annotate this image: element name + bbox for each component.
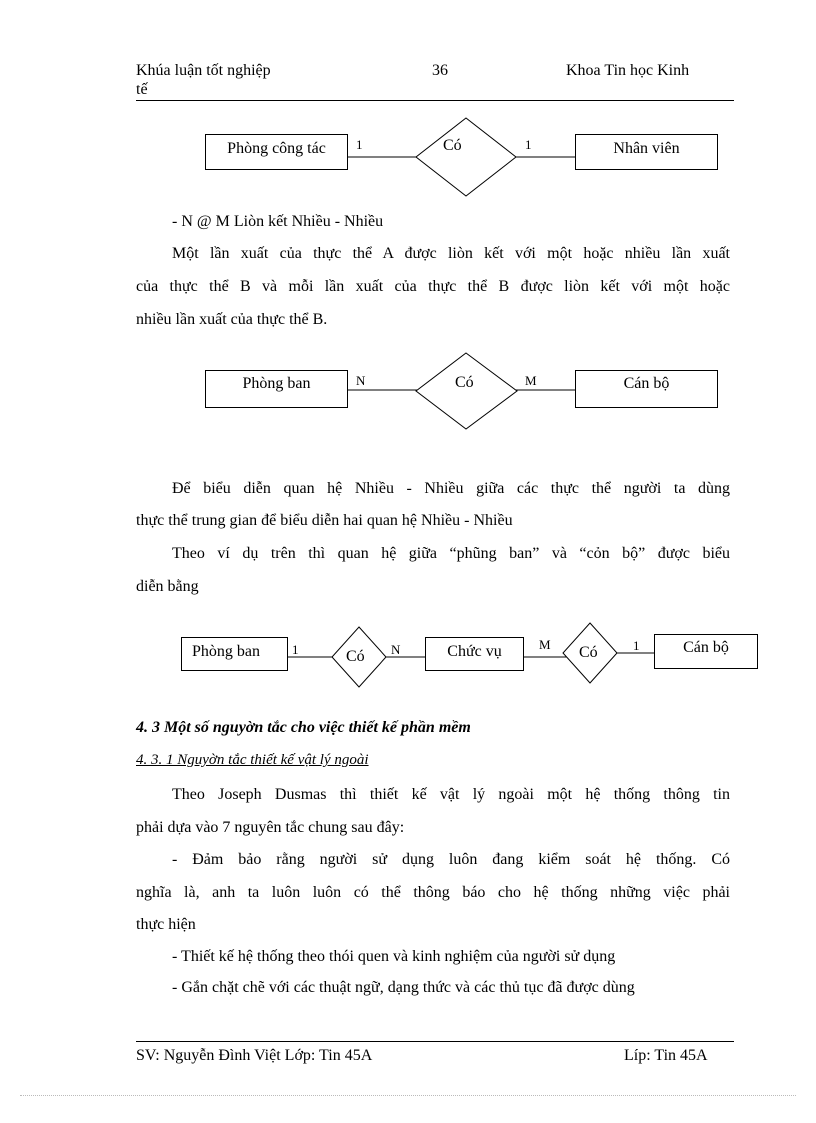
cardinality-2: 1 — [525, 137, 532, 152]
header-left-line1: Khúa luận tốt nghiệp — [136, 62, 271, 79]
item1-line1: - Đảm bảo rằng người sử dụng luôn đang kiểm soát hệ thống. Có — [172, 851, 730, 868]
paragraph-nm-line2: của thực thể B và mỗi lần xuất của thực thể B được liòn kết với một hoặc — [136, 278, 730, 295]
page-number: 36 — [432, 62, 448, 79]
relation-label-3: Có — [346, 648, 365, 665]
paragraph-3-line1: Theo ví dụ trên thì quan hệ giữa “phũng ban” và “cỏn bộ” được biểu — [172, 545, 730, 562]
footer-left: SV: Nguyễn Đình Việt Lớp: Tin 45A — [136, 1047, 373, 1064]
entity-can-bo: Cán bộ — [575, 370, 718, 408]
cardinality-3-n: N — [391, 642, 401, 657]
cardinality-3-1: 1 — [292, 642, 299, 657]
header-left-line2: tế — [136, 81, 148, 98]
item3: - Gắn chặt chẽ với các thuật ngữ, dạng thức và các thủ tục đã được dùng — [172, 979, 635, 996]
bullet-nm: - N @ M Liòn kết Nhiều - Nhiều — [172, 213, 384, 230]
relation-label-1: Có — [443, 137, 462, 154]
relation-label-4: Có — [579, 644, 598, 661]
item1-line3: thực hiện — [136, 916, 196, 933]
page-bottom-divider — [20, 1095, 796, 1096]
footer-rule — [136, 1041, 734, 1042]
cardinality-m: M — [525, 373, 537, 388]
paragraph-43-line1: Theo Joseph Dusmas thì thiết kế vật lý ngoài một hệ thống thông tin — [172, 786, 730, 803]
entity-chuc-vu: Chức vụ — [425, 637, 524, 671]
entity-nhan-vien: Nhân viên — [575, 134, 718, 170]
entity-can-bo-2: Cán bộ — [654, 634, 758, 669]
paragraph-nm-line3: nhiều lần xuất của thực thể B. — [136, 311, 328, 328]
section-subheading: 4. 3. 1 Nguyờn tắc thiết kế vật lý ngoài — [136, 752, 369, 768]
entity-phong-ban-2: Phòng ban — [181, 637, 288, 671]
item1-line2: nghĩa là, anh ta luôn luôn có thể thông báo cho hệ thống những việc phải — [136, 884, 730, 901]
entity-phong-cong-tac: Phòng công tác — [205, 134, 348, 170]
paragraph-2-line2: thực thể trung gian để biểu diễn hai quan hệ Nhiều - Nhiều — [136, 512, 513, 529]
paragraph-nm-line1: Một lần xuất của thực thể A được liòn kết với một hoặc nhiều lần xuất — [172, 245, 730, 262]
cardinality-n: N — [356, 373, 366, 388]
footer-right: Líp: Tin 45A — [624, 1047, 708, 1064]
cardinality-3-1b: 1 — [633, 638, 640, 653]
paragraph-3-line2: diễn bằng — [136, 578, 199, 595]
item2: - Thiết kế hệ thống theo thói quen và kinh nghiệm của người sử dụng — [172, 948, 616, 965]
header-right: Khoa Tin học Kinh — [566, 62, 690, 79]
cardinality-1: 1 — [356, 137, 363, 152]
relation-label-2: Có — [455, 374, 474, 391]
cardinality-3-m: M — [539, 637, 551, 652]
paragraph-2-line1: Để biểu diễn quan hệ Nhiều - Nhiều giữa các thực thể người ta dùng — [172, 480, 730, 497]
relation-diamond-1 — [416, 118, 516, 196]
paragraph-43-line2: phải dựa vào 7 nguyên tắc chung sau đây: — [136, 819, 405, 836]
section-heading: 4. 3 Một số nguyờn tắc cho việc thiết kế phần mềm — [136, 719, 471, 736]
entity-phong-ban: Phòng ban — [205, 370, 348, 408]
